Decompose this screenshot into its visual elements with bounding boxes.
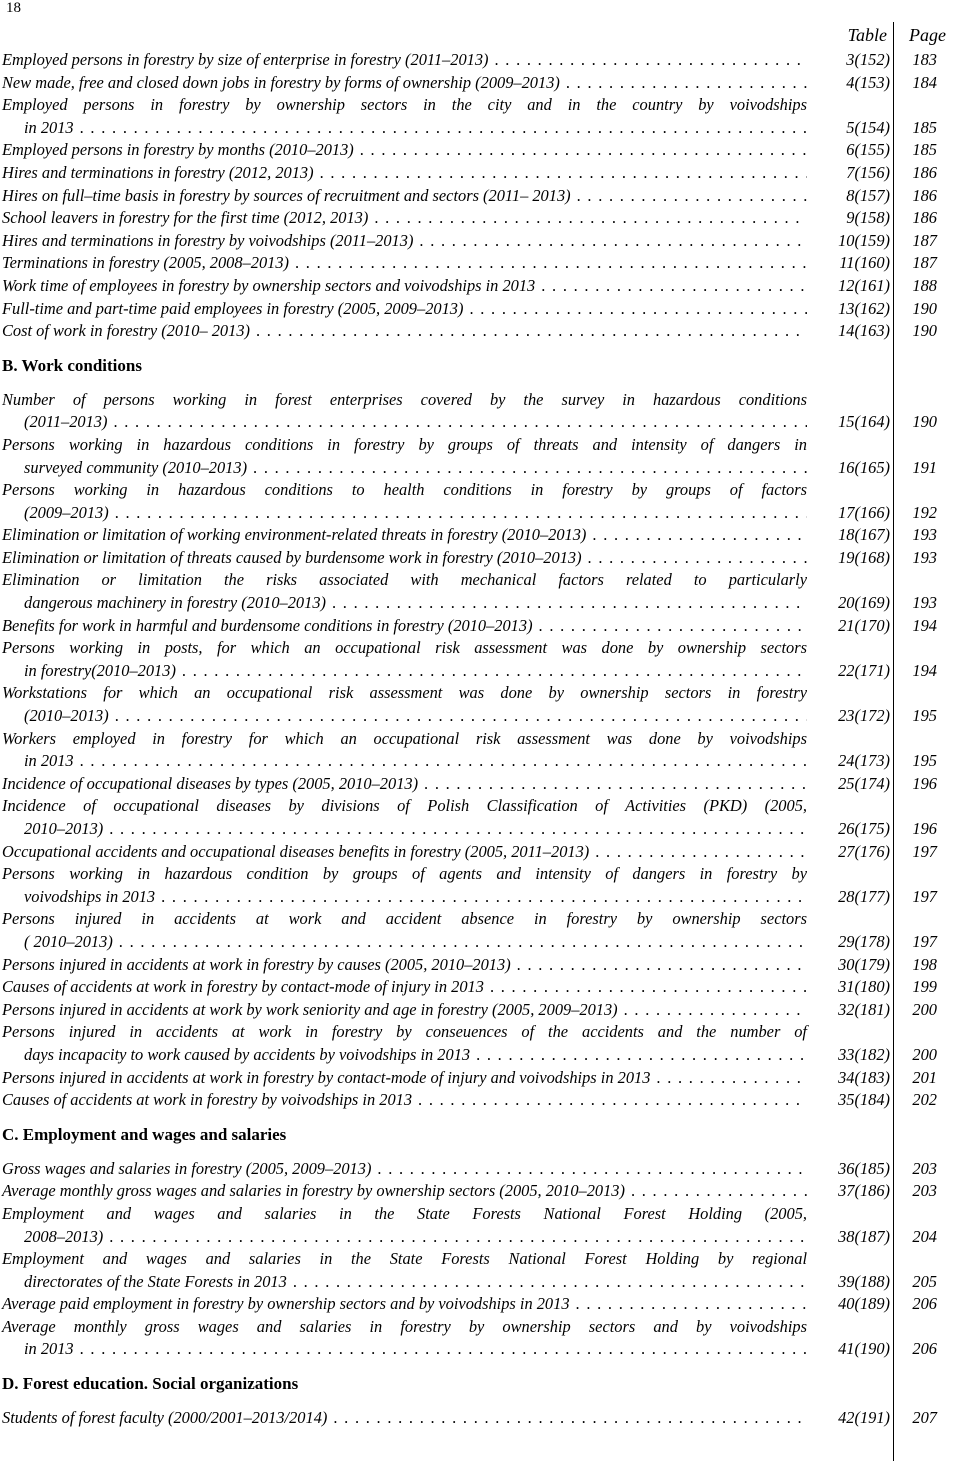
dot-leader [377, 1158, 807, 1181]
page-number-ref: 193 [912, 547, 937, 567]
toc-entry-line: Students of forest faculty (2000/2001–2013/2014) [2, 1408, 328, 1428]
toc-entry[interactable] [2, 275, 960, 298]
toc-entry-line: Persons working in hazardous condition by groups of agents and intensity of dangers in forestry by [2, 864, 807, 884]
dot-leader [588, 547, 807, 570]
toc-entry[interactable] [2, 1316, 960, 1361]
toc-entry[interactable] [2, 999, 960, 1022]
toc-entry-line: in 2013 [24, 117, 74, 137]
page-column-header: Page [909, 25, 946, 45]
toc-entry-line: 2008–2013) [24, 1226, 104, 1246]
dot-leader [576, 1293, 807, 1316]
table-column-header: Table [847, 25, 887, 45]
toc-entry-title [2, 275, 807, 298]
toc-entry[interactable] [2, 795, 960, 840]
toc-entry[interactable] [2, 773, 960, 796]
toc-entry[interactable] [2, 479, 960, 524]
toc-entry-title [2, 230, 807, 253]
toc-entry-title [2, 728, 807, 773]
page-number-ref: 195 [912, 751, 937, 771]
toc-entry-title [2, 185, 807, 208]
toc-entry-title [2, 479, 807, 524]
toc-entry-line: Causes of accidents at work in forestry by contact-mode of injury in 2013 [2, 977, 484, 997]
toc-entry-line: Employment and wages and salaries in the State Forests National Forest Holding (2005, [2, 1203, 807, 1223]
table-number: 18(167) [838, 525, 890, 545]
table-number: 26(175) [838, 819, 890, 838]
toc-entry-line: Average monthly gross wages and salaries in forestry by ownership sectors (2005, 2010–2013) [2, 1181, 625, 1201]
toc-entry-line: School leavers in forestry for the first time (2012, 2013) [2, 208, 369, 228]
dot-leader [119, 931, 807, 954]
toc-entry-line: Gross wages and salaries in forestry (2005, 2009–2013) [2, 1158, 372, 1178]
dot-leader [333, 1407, 807, 1430]
toc-entry-line: Elimination or limitation the risks associated with mechanical factors related to particularly [2, 570, 807, 590]
toc-entry-title [2, 434, 807, 479]
toc-entry-title [2, 976, 807, 999]
page-number-ref: 191 [912, 457, 937, 477]
dot-leader [80, 750, 807, 773]
table-number: 19(168) [838, 547, 890, 567]
dot-leader [109, 818, 807, 841]
toc-entry[interactable] [2, 1293, 960, 1316]
toc-entry[interactable] [2, 1089, 960, 1112]
toc-entry-title [2, 841, 807, 864]
toc-entry-title [2, 320, 807, 343]
dot-leader [295, 252, 807, 275]
dot-leader [541, 275, 807, 298]
dot-leader [360, 139, 807, 162]
page-number-ref: 200 [912, 1044, 937, 1064]
dot-leader [374, 207, 807, 230]
toc-entry[interactable] [2, 1407, 960, 1430]
toc-entry-title [2, 49, 807, 72]
toc-entry-line: in forestry(2010–2013) [24, 660, 176, 680]
toc-entry-title [2, 615, 807, 638]
toc-entry[interactable] [2, 320, 960, 343]
toc-entry-title [2, 1203, 807, 1248]
table-number: 35(184) [838, 1090, 890, 1110]
toc-entry-title [2, 1407, 807, 1430]
page-number-ref: 184 [912, 72, 937, 92]
page-number-ref: 193 [912, 525, 937, 545]
toc-entry-title [2, 569, 807, 614]
dot-leader [253, 457, 807, 480]
dot-leader [656, 1067, 807, 1090]
toc-entry[interactable] [2, 94, 960, 139]
table-number: 20(169) [838, 593, 890, 613]
toc-entry[interactable] [2, 1021, 960, 1066]
toc-entry-line: Average paid employment in forestry by ownership sectors and by voivodships in 2013 [2, 1294, 570, 1314]
dot-leader [115, 502, 807, 525]
toc-entry[interactable] [2, 389, 960, 434]
toc-entry-line: ( 2010–2013) [24, 931, 113, 951]
toc-entry-title [2, 524, 807, 547]
toc-entry-title [2, 139, 807, 162]
table-number: 5(154) [846, 117, 890, 137]
page-number-ref: 201 [912, 1067, 937, 1087]
dot-leader [109, 1226, 807, 1249]
toc-entry[interactable] [2, 524, 960, 547]
dot-leader [161, 886, 807, 909]
dot-leader [320, 162, 807, 185]
table-number: 36(185) [838, 1158, 890, 1178]
toc-entry-title [2, 389, 807, 434]
page-number-ref: 200 [912, 999, 937, 1019]
table-number: 10(159) [838, 230, 890, 250]
toc-entry-line: Persons injured in accidents at work in forestry by contact-mode of injury and voivodships in 2013 [2, 1067, 651, 1087]
page-number-ref: 195 [912, 706, 937, 726]
table-number: 24(173) [838, 751, 890, 771]
table-number: 12(161) [838, 275, 890, 295]
table-number: 32(181) [838, 999, 890, 1019]
table-number: 42(191) [838, 1408, 890, 1428]
toc-entry[interactable] [2, 207, 960, 230]
toc-entry-title [2, 908, 807, 953]
page-number-ref: 183 [912, 50, 937, 69]
dot-leader [495, 49, 808, 72]
page-number-ref: 188 [912, 275, 937, 295]
toc-entry-line: Hires and terminations in forestry (2012, 2013) [2, 162, 314, 182]
toc-entry-title [2, 637, 807, 682]
table-number: 11(160) [839, 253, 890, 273]
toc-entry[interactable] [2, 49, 960, 72]
toc-entry[interactable] [2, 139, 960, 162]
dot-leader [631, 1180, 807, 1203]
table-number: 8(157) [846, 185, 890, 205]
page-number-ref: 186 [912, 162, 937, 182]
toc-entry-line: Employed persons in forestry by ownership sectors in the city and in the country by voivodships [2, 95, 807, 115]
table-number: 31(180) [838, 977, 890, 997]
page-number-ref: 194 [912, 660, 937, 680]
dot-leader [182, 660, 807, 683]
toc-entry-title [2, 795, 807, 840]
toc-entry-title [2, 773, 807, 796]
toc-entry[interactable] [2, 615, 960, 638]
dot-leader [566, 72, 807, 95]
toc-entry-title [2, 162, 807, 185]
toc-entry-title [2, 547, 807, 570]
dot-leader [113, 411, 807, 434]
table-number: 7(156) [846, 162, 890, 182]
toc-entry-title [2, 1067, 807, 1090]
page-number-ref: 205 [912, 1271, 937, 1291]
toc-entry[interactable] [2, 1180, 960, 1203]
toc-entry[interactable] [2, 298, 960, 321]
toc-entry[interactable] [2, 1067, 960, 1090]
toc-entry[interactable] [2, 1158, 960, 1181]
toc-entry[interactable] [2, 230, 960, 253]
toc-entry-line: Number of persons working in forest enterprises covered by the survey in hazardous conditions [2, 389, 807, 409]
page-number-ref: 187 [912, 230, 937, 250]
toc-entry-line: Workstations for which an occupational risk assessment was done by ownership sectors in forestry [2, 683, 807, 703]
toc-entry[interactable] [2, 72, 960, 95]
table-number: 22(171) [838, 660, 890, 680]
toc-entry-line: Cost of work in forestry (2010– 2013) [2, 321, 250, 341]
page-number-ref: 204 [912, 1226, 937, 1246]
page-number-ref: 190 [912, 412, 937, 432]
dot-leader [490, 976, 807, 999]
table-of-contents [2, 22, 960, 1430]
toc-entry-line: Incidence of occupational diseases by divisions of Polish Classification of Activities (PKD) (2005, [2, 796, 807, 816]
toc-entry-line: Persons injured in accidents at work and accident absence in forestry by ownership sectors [2, 909, 807, 929]
dot-leader [592, 524, 807, 547]
toc-entry-line: Workers employed in forestry for which an occupational risk assessment was done by voivodships [2, 728, 807, 748]
toc-entry-line: Persons working in posts, for which an occupational risk assessment was done by ownership sectors [2, 638, 807, 658]
toc-entry-title [2, 1316, 807, 1361]
table-number: 17(166) [838, 502, 890, 522]
toc-entry-title [2, 1180, 807, 1203]
toc-entry-line: Causes of accidents at work in forestry by voivodships in 2013 [2, 1090, 413, 1110]
toc-entry-line: directorates of the State Forests in 2013 [24, 1271, 287, 1291]
table-number: 6(155) [846, 140, 890, 160]
page-number-ref: 197 [912, 841, 937, 861]
page-number-ref: 185 [912, 140, 937, 160]
dot-leader [577, 185, 807, 208]
table-number: 41(190) [838, 1339, 890, 1359]
dot-leader [332, 592, 807, 615]
dot-leader [256, 320, 807, 343]
table-number: 9(158) [846, 208, 890, 228]
table-number: 30(179) [838, 954, 890, 974]
toc-entry[interactable] [2, 162, 960, 185]
toc-entry-line: Terminations in forestry (2005, 2008–2013) [2, 253, 289, 273]
page-number-ref: 194 [912, 615, 937, 635]
toc-entry-line: Persons injured in accidents at work in forestry by conseuences of the accidents and the number of [2, 1022, 807, 1042]
table-number: 33(182) [838, 1044, 890, 1064]
toc-entry-line: Benefits for work in harmful and burdensome conditions in forestry (2010–2013) [2, 615, 533, 635]
toc-entry-line: in 2013 [24, 751, 74, 771]
toc-body [2, 49, 960, 1430]
page-number-ref: 203 [912, 1158, 937, 1178]
toc-entry-line: Full-time and part-time paid employees in forestry (2005, 2009–2013) [2, 298, 464, 318]
toc-entry-line: (2009–2013) [24, 502, 109, 522]
toc-entry-line: Work time of employees in forestry by ownership sectors and voivodships in 2013 [2, 275, 536, 295]
toc-entry[interactable] [2, 1203, 960, 1248]
page-number-ref: 196 [912, 819, 937, 838]
table-number: 25(174) [838, 773, 890, 793]
page-number-ref: 197 [912, 931, 937, 951]
toc-entry[interactable] [2, 547, 960, 570]
toc-entry[interactable] [2, 728, 960, 773]
table-number: 3(152) [846, 50, 890, 69]
toc-entry-line: Incidence of occupational diseases by types (2005, 2010–2013) [2, 773, 419, 793]
toc-entry-line: Persons injured in accidents at work by work seniority and age in forestry (2005, 2009–2013) [2, 999, 618, 1019]
page-number-ref: 190 [912, 321, 937, 341]
toc-entry-line: in 2013 [24, 1339, 74, 1359]
toc-entry[interactable] [2, 1248, 960, 1293]
toc-entry-title [2, 1158, 807, 1181]
toc-entry-title [2, 1248, 807, 1293]
toc-entry-line: Persons working in hazardous conditions in forestry by groups of threats and intensity of dangers in [2, 434, 807, 454]
toc-entry-line: days incapacity to work caused by accidents by voivodships in 2013 [24, 1044, 471, 1064]
toc-entry-title [2, 298, 807, 321]
toc-entry-line: voivodships in 2013 [24, 886, 156, 906]
toc-entry[interactable] [2, 185, 960, 208]
dot-leader [80, 1338, 807, 1361]
toc-entry[interactable] [2, 637, 960, 682]
table-number: 16(165) [838, 457, 890, 477]
table-number: 14(163) [838, 321, 890, 341]
section-heading: C. Employment and wages and salaries [2, 1124, 287, 1144]
toc-entry-line: Hires and terminations in forestry by voivodships (2011–2013) [2, 230, 414, 250]
table-number: 39(188) [838, 1271, 890, 1291]
page-number-ref: 206 [912, 1294, 937, 1314]
section-heading: D. Forest education. Social organizations [2, 1374, 299, 1394]
toc-entry[interactable] [2, 908, 960, 953]
page-number-ref: 190 [912, 298, 937, 318]
dot-leader [476, 1044, 807, 1067]
toc-entry-line: Elimination or limitation of working environment-related threats in forestry (2010–2013) [2, 525, 587, 545]
page-number-ref: 186 [912, 208, 937, 228]
page-number-ref: 192 [912, 502, 937, 522]
page-number-ref: 198 [912, 954, 937, 974]
toc-entry-line: Average monthly gross wages and salaries in forestry by ownership sectors and by voivodships [2, 1316, 807, 1336]
toc-entry-title [2, 252, 807, 275]
toc-entry[interactable] [2, 434, 960, 479]
dot-leader [624, 999, 807, 1022]
table-number: 23(172) [838, 706, 890, 726]
toc-entry-line: 2010–2013) [24, 819, 104, 838]
toc-entry-line: Employment and wages and salaries in the State Forests National Forest Holding by regional [2, 1249, 807, 1269]
toc-entry[interactable] [2, 954, 960, 977]
page-number-ref: 187 [912, 253, 937, 273]
table-number: 40(189) [838, 1294, 890, 1314]
toc-entry-line: Occupational accidents and occupational diseases benefits in forestry (2005, 2011–2013) [2, 841, 590, 861]
page-number-ref: 185 [912, 117, 937, 137]
toc-entry-title [2, 1021, 807, 1066]
toc-entry[interactable] [2, 863, 960, 908]
table-number: 27(176) [838, 841, 890, 861]
toc-entry-title [2, 72, 807, 95]
page-number-ref: 202 [912, 1090, 937, 1110]
toc-entry-line: Persons injured in accidents at work in forestry by causes (2005, 2010–2013) [2, 954, 511, 974]
dot-leader [517, 954, 807, 977]
toc-entry-line: Elimination or limitation of threats caused by burdensome work in forestry (2010–2013) [2, 547, 582, 567]
toc-entry-line: Employed persons in forestry by size of enterprise in forestry (2011–2013) [2, 50, 489, 69]
toc-entry-title [2, 863, 807, 908]
toc-entry-line: (2011–2013) [24, 412, 108, 432]
dot-leader [80, 117, 807, 140]
toc-entry-line: Employed persons in forestry by months (2010–2013) [2, 140, 354, 160]
table-number: 21(170) [838, 615, 890, 635]
toc-entry[interactable] [2, 252, 960, 275]
table-number: 28(177) [838, 886, 890, 906]
dot-leader [469, 298, 807, 321]
toc-entry-title [2, 682, 807, 727]
toc-entry-title [2, 94, 807, 139]
toc-entry-line: dangerous machinery in forestry (2010–2013) [24, 593, 326, 613]
toc-entry-title [2, 1089, 807, 1112]
dot-leader [595, 841, 807, 864]
table-number: 29(178) [838, 931, 890, 951]
page-number-ref: 199 [912, 977, 937, 997]
dot-leader [539, 615, 807, 638]
page-number-ref: 196 [912, 773, 937, 793]
table-number: 38(187) [838, 1226, 890, 1246]
page-number-ref: 193 [912, 593, 937, 613]
toc-entry-line: surveyed community (2010–2013) [24, 457, 248, 477]
page-number-ref: 207 [912, 1408, 937, 1428]
toc-entry[interactable] [2, 569, 960, 614]
toc-entry-title [2, 1293, 807, 1316]
page-number: 18 [6, 0, 21, 16]
dot-leader [419, 230, 807, 253]
toc-entry-line: New made, free and closed down jobs in forestry by forms of ownership (2009–2013) [2, 72, 560, 92]
page-number-ref: 206 [912, 1339, 937, 1359]
toc-entry-line: (2010–2013) [24, 706, 109, 726]
table-number: 34(183) [838, 1067, 890, 1087]
page-number-ref: 197 [912, 886, 937, 906]
toc-entry[interactable] [2, 976, 960, 999]
table-number: 37(186) [838, 1181, 890, 1201]
toc-entry-title [2, 999, 807, 1022]
section-heading: B. Work conditions [2, 355, 142, 375]
toc-entry-line: Hires on full–time basis in forestry by sources of recruitment and sectors (2011– 2013) [2, 185, 571, 205]
toc-entry-title [2, 207, 807, 230]
dot-leader [424, 773, 807, 796]
dot-leader [418, 1089, 807, 1112]
table-number: 4(153) [846, 72, 890, 92]
column-headers [2, 22, 960, 49]
dot-leader [293, 1271, 807, 1294]
table-number: 15(164) [838, 412, 890, 432]
page-number-ref: 203 [912, 1181, 937, 1201]
toc-entry[interactable] [2, 682, 960, 727]
toc-entry-line: Persons working in hazardous conditions to health conditions in forestry by groups of factors [2, 480, 807, 500]
dot-leader [115, 705, 807, 728]
table-number: 13(162) [838, 298, 890, 318]
toc-entry-title [2, 954, 807, 977]
toc-entry[interactable] [2, 841, 960, 864]
page-number-ref: 186 [912, 185, 937, 205]
